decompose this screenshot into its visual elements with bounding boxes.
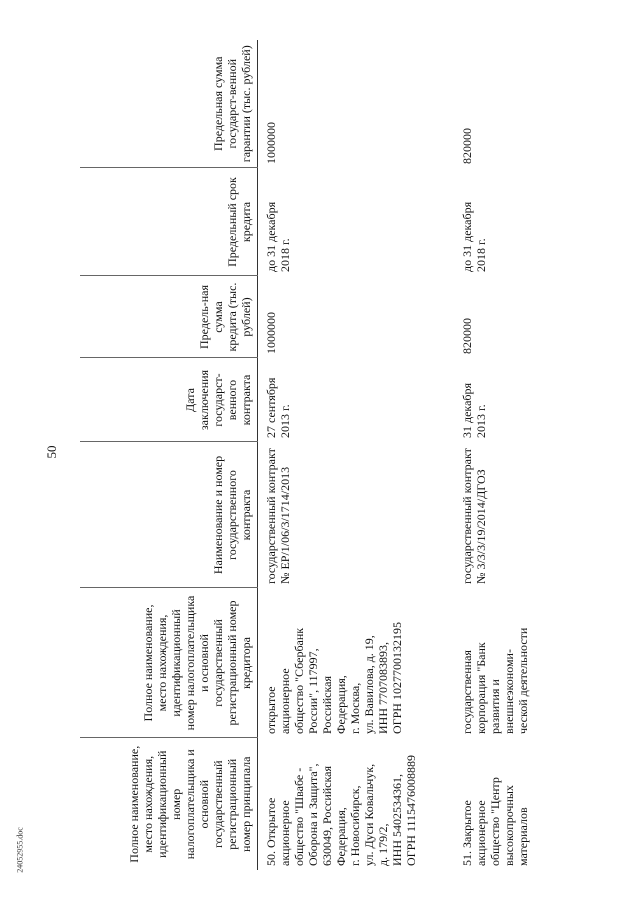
header-credit-amount: Предель-ная сумма кредита (тыс. рублей) (80, 276, 258, 358)
document-id: 24052955.doc (15, 827, 25, 873)
table-header-row (80, 40, 258, 870)
cell-contract-date: 31 декабря 2013 г. (460, 382, 488, 438)
header-contract-date: Дата заключения государст-венного контракта (80, 358, 258, 442)
cell-contract: государственный контракт № 3/3/3/19/2014/ДГОЗ (460, 448, 488, 584)
table-row (258, 40, 455, 870)
guarantee-table (80, 40, 534, 870)
cell-principal: 50. Открытое акционерное общество "Швабе - Оборона и Защита", 630049, Российская Федерация, г. Новосибирск, ул. Дуси Ковальчук, д. 179/2, ИНН 5402534361, ОГРН 1115476008889 (264, 754, 418, 866)
guarantee-table-container (80, 40, 530, 870)
cell-principal: 51. Закрытое акционерное общество "Центр высокопрочных материалов (460, 777, 530, 866)
header-credit-term: Предельный срок кредита (80, 168, 258, 276)
cell-contract: государственный контракт № ЕР/1/06/3/1714/2013 (264, 448, 292, 584)
page-number: 50 (44, 445, 59, 459)
cell-credit-term: до 31 декабря 2018 г. (460, 201, 488, 272)
cell-guarantee-amount: 1000000 (264, 122, 278, 164)
header-principal: Полное наименование, место нахождения, идентификационный номер налогоплательщика и основной государственный регистрационный номер принципала (127, 745, 253, 863)
cell-creditor: государственная корпорация "Банк развития и внешнеэкономи- ческой деятельности (460, 627, 530, 734)
cell-credit-amount: 820000 (460, 318, 474, 354)
cell-credit-amount: 1000000 (264, 312, 278, 354)
header-creditor: Полное наименование, место нахождения, идентификационный номер налогоплательщика и основной государственный регистрационный номер кредитора (80, 588, 258, 738)
header-guarantee-amount: Предельная сумма государст-венной гарантии (тыс. рублей) (80, 40, 258, 168)
cell-credit-term: до 31 декабря 2018 г. (264, 201, 292, 272)
rotated-page-content (80, 40, 530, 870)
header-contract: Наименование и номер государственного контракта (80, 442, 258, 588)
table-row (454, 40, 534, 870)
cell-contract-date: 27 сентября 2013 г. (264, 377, 292, 438)
cell-creditor: открытое акционерное общество "Сбербанк России", 117997, Российская Федерация, г. Москва, ул. Вавилова, д. 19, ИНН 7707083893, ОГРН 1027700132195 (264, 622, 404, 734)
cell-guarantee-amount: 820000 (460, 128, 474, 164)
